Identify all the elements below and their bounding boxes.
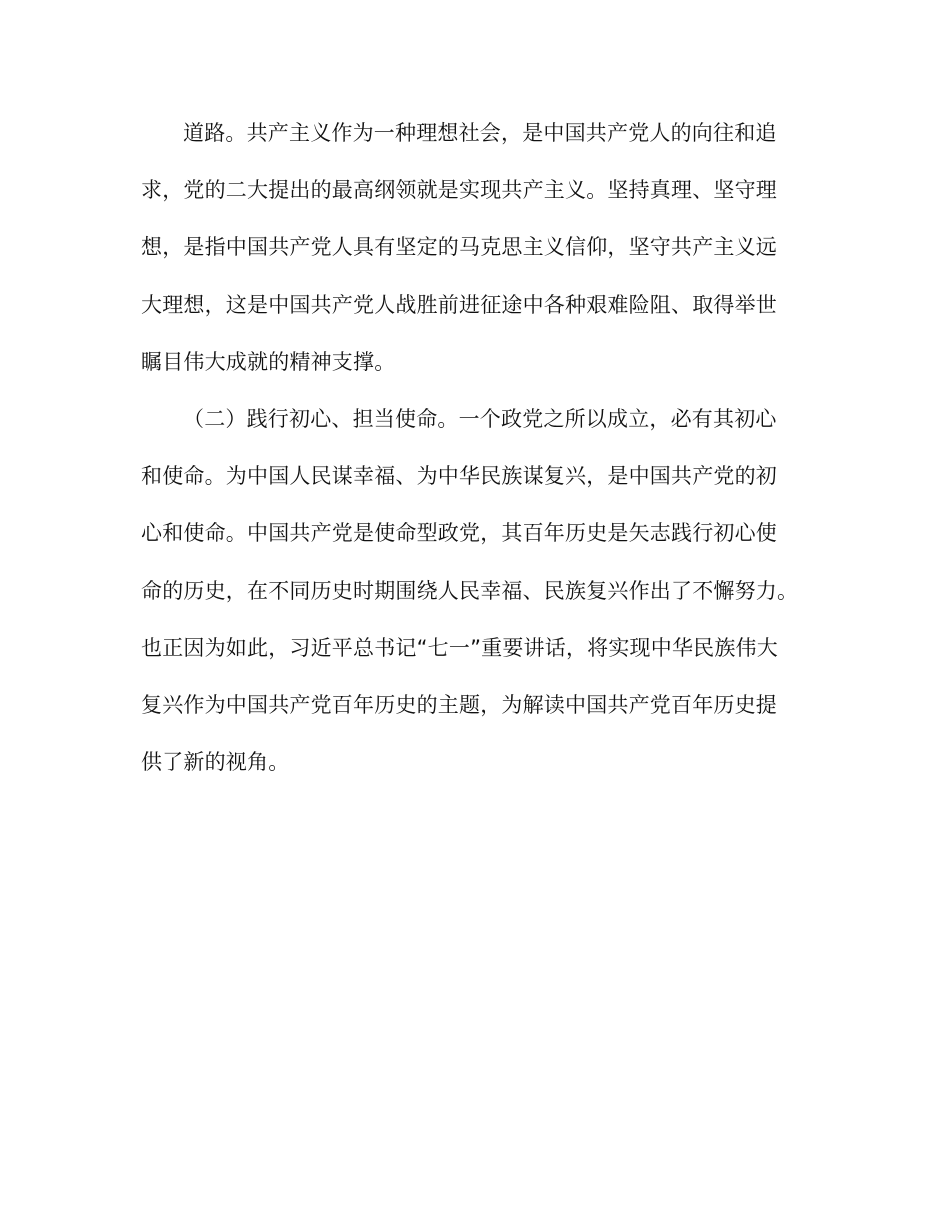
paragraph-line: 命的历史，在不同历史时期围绕人民幸福、民族复兴作出了不懈努力。 [141,578,799,603]
paragraph-line: 道路。共产主义作为一种理想社会，是中国共产党人的向往和追 [183,121,777,145]
paragraph-line: 心和使命。中国共产党是使命型政党，其百年历史是矢志践行初心使 [141,521,777,546]
paragraph-line: 瞩目伟大成就的精神支撑。 [141,349,396,374]
paragraph-1 [141,105,811,391]
paragraph-line: 和使命。为中国人民谋幸福、为中华民族谋复兴，是中国共产党的初 [141,464,777,489]
paragraph-line: 复兴作为中国共产党百年历史的主题，为解读中国共产党百年历史提 [141,692,777,717]
document-body [141,105,811,791]
paragraph-line: 求，党的二大提出的最高纲领就是实现共产主义。坚持真理、坚守理 [141,178,777,203]
paragraph-line: 想，是指中国共产党人具有坚定的马克思主义信仰，坚守共产主义远 [141,235,777,260]
paragraph-line: 供了新的视角。 [141,750,290,775]
paragraph-line: （二）践行初心、担当使命。一个政党之所以成立，必有其初心 [183,406,777,431]
paragraph-2 [141,391,811,791]
paragraph-line: 也正因为如此，习近平总书记“七一”重要讲话，将实现中华民族伟大 [141,635,778,660]
paragraph-line: 大理想，这是中国共产党人战胜前进征途中各种艰难险阻、取得举世 [141,292,777,317]
